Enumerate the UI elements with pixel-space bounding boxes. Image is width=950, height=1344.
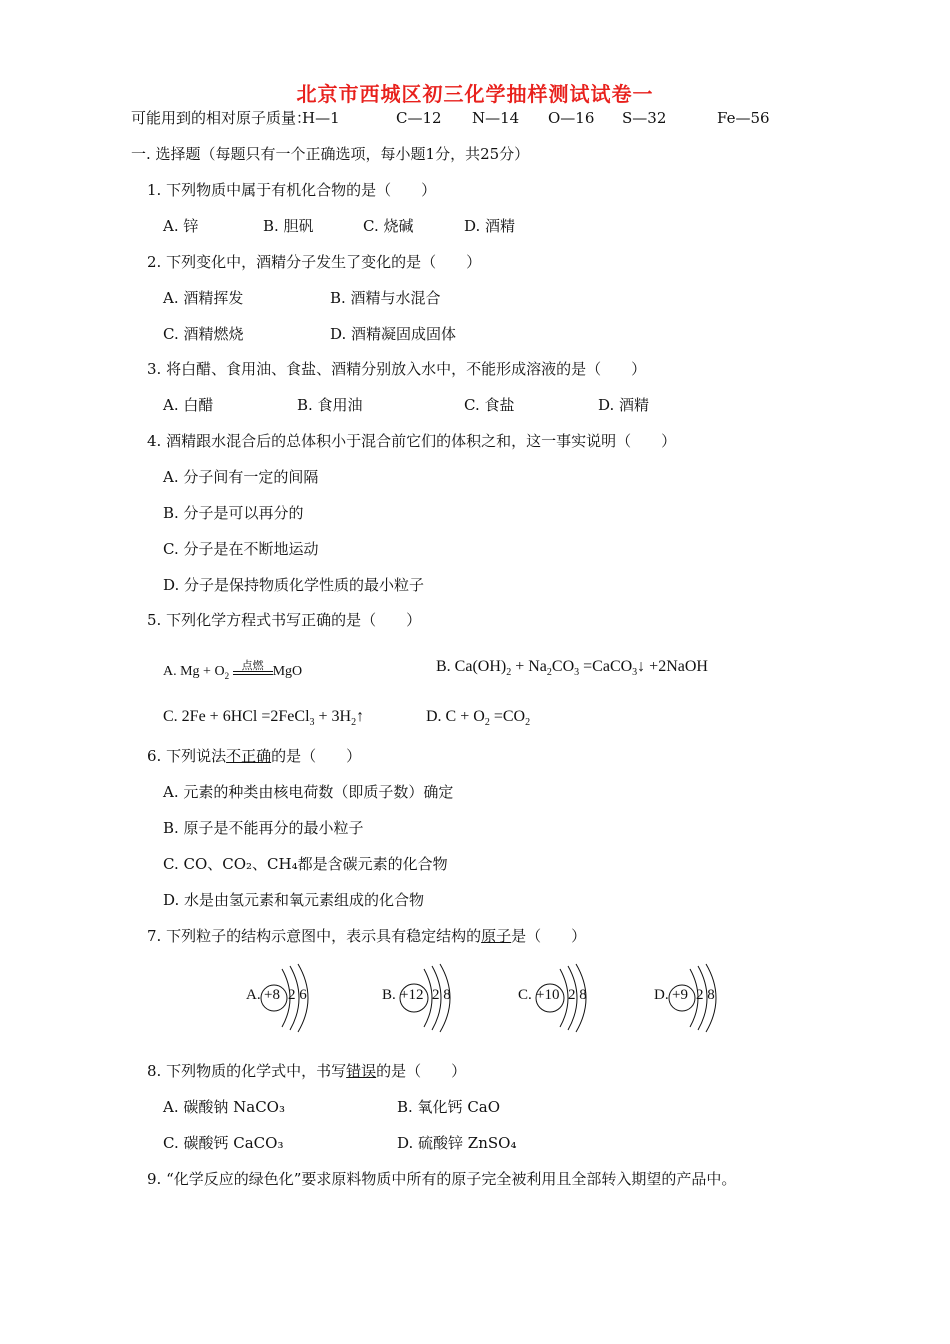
question-1: 1. 下列物质中属于有机化合物的是（ ）	[147, 181, 437, 199]
atomic-mass-s: S—32	[622, 109, 667, 127]
question-2: 2. 下列变化中，酒精分子发生了变化的是（ ）	[147, 253, 482, 271]
q2-option-d: D. 酒精凝固成固体	[330, 325, 457, 343]
atom-nucleus: +10	[536, 987, 560, 1003]
atom-diagram-d	[654, 963, 764, 1033]
atom-diagram-c	[518, 963, 628, 1033]
emphasis-underline: 不正确	[226, 747, 272, 765]
atomic-mass-o: O—16	[548, 109, 595, 127]
q8-option-d: D. 硫酸锌 ZnSO₄	[397, 1134, 517, 1152]
q1-option-c: C. 烧碱	[363, 217, 414, 235]
q3-option-a: A. 白醋	[163, 396, 214, 414]
atomic-mass-label: 可能用到的相对原子质量：	[131, 109, 312, 127]
atom-nucleus: +9	[672, 987, 688, 1003]
q5-option-a: A. $Mg + O_2$ 点燃 MgO	[163, 664, 302, 681]
q6-option-d: D. 水是由氢元素和氧元素组成的化合物	[163, 891, 425, 909]
q3-option-b: B. 食用油	[297, 396, 363, 414]
q6-option-a: A. 元素的种类由核电荷数（即质子数）确定	[163, 783, 454, 801]
q4-option-d: D. 分子是保持物质化学性质的最小粒子	[163, 576, 425, 594]
atomic-mass-c: C—12	[396, 109, 442, 127]
q2-option-b: B. 酒精与水混合	[330, 289, 441, 307]
section-heading: 一. 选择题（每题只有一个正确选项，每小题1分，共25分）	[131, 145, 530, 163]
atom-letter: C.	[518, 987, 532, 1003]
atom-letter: B.	[382, 987, 396, 1003]
q8-option-c: C. 碳酸钙 CaCO₃	[163, 1134, 284, 1152]
q2-option-c: C. 酒精燃烧	[163, 325, 244, 343]
question-8: 8. 下列物质的化学式中，书写错误的是（ ）	[147, 1062, 467, 1080]
q5-option-b: B. $Ca(OH)_2 + Na_2CO_3$ =CaCO$_3$↓ +2NaOH	[436, 658, 708, 679]
question-5: 5. 下列化学方程式书写正确的是（ ）	[147, 611, 422, 629]
atom-shells: 2 8	[432, 987, 451, 1003]
page-title: 北京市西城区初三化学抽样测试试卷一	[296, 82, 654, 106]
atom-diagram-a	[246, 963, 356, 1033]
atom-letter: D.	[654, 987, 669, 1003]
q6-option-b: B. 原子是不能再分的最小粒子	[163, 819, 364, 837]
q8-option-a: A. 碳酸钠 NaCO₃	[163, 1098, 285, 1116]
atom-shells: 2 6	[288, 987, 307, 1003]
question-7: 7. 下列粒子的结构示意图中，表示具有稳定结构的原子是（ ）	[147, 927, 587, 945]
atom-nucleus: +8	[264, 987, 280, 1003]
question-4: 4. 酒精跟水混合后的总体积小于混合前它们的体积之和，这一事实说明（ ）	[147, 432, 677, 450]
q1-option-b: B. 胆矾	[263, 217, 314, 235]
question-6: 6. 下列说法不正确的是（ ）	[147, 747, 362, 765]
atom-shells: 2 8	[568, 987, 587, 1003]
atomic-mass-h: H—1	[302, 109, 340, 127]
q2-option-a: A. 酒精挥发	[163, 289, 244, 307]
q4-option-c: C. 分子是在不断地运动	[163, 540, 319, 558]
q1-option-d: D. 酒精	[464, 217, 516, 235]
q8-option-b: B. 氧化钙 CaO	[397, 1098, 501, 1116]
q5-option-d: D. $C + O_2 =CO_2$	[426, 708, 531, 729]
emphasis-underline: 原子	[481, 927, 512, 945]
q6-option-c: C. CO、CO₂、CH₄都是含碳元素的化合物	[163, 855, 448, 873]
q4-option-b: B. 分子是可以再分的	[163, 504, 304, 522]
q1-option-a: A. 锌	[163, 217, 199, 235]
atom-nucleus: +12	[400, 987, 424, 1003]
reaction-condition: 点燃	[241, 660, 264, 672]
q3-option-c: C. 食盐	[464, 396, 515, 414]
atomic-mass-fe: Fe—56	[717, 109, 770, 127]
atomic-mass-n: N—14	[472, 109, 520, 127]
question-3: 3. 将白醋、食用油、食盐、酒精分别放入水中，不能形成溶液的是（ ）	[147, 360, 647, 378]
atom-diagram-b	[382, 963, 492, 1033]
q5-option-c: C. 2Fe + 6HCl =2FeCl$_3$ + $3H_2↑$	[163, 708, 365, 729]
emphasis-underline: 错误	[346, 1062, 377, 1080]
q3-option-d: D. 酒精	[598, 396, 650, 414]
question-9: 9. “化学反应的绿色化”要求原料物质中所有的原子完全被利用且全部转入期望的产品中。	[147, 1170, 737, 1188]
atom-letter: A.	[246, 987, 261, 1003]
q4-option-a: A. 分子间有一定的间隔	[163, 468, 319, 486]
atom-shells: 2 8	[696, 987, 715, 1003]
